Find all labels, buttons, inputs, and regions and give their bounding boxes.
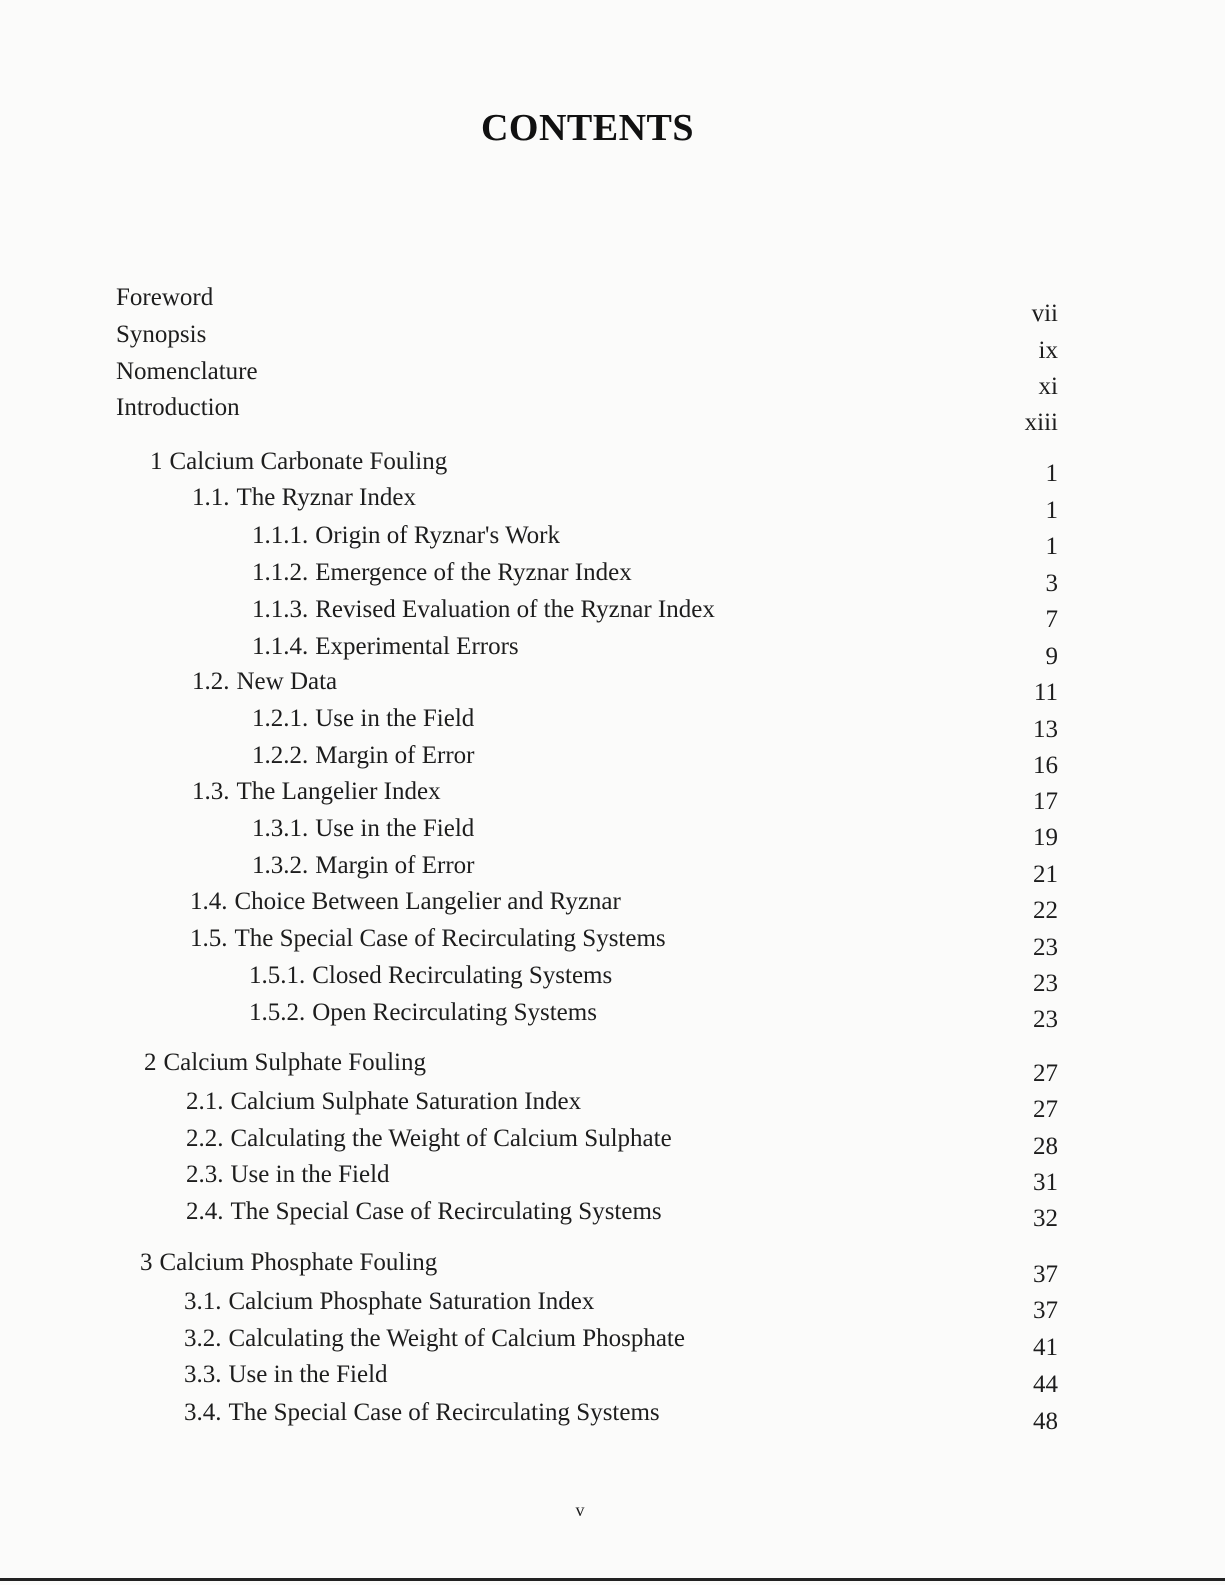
toc-subsection xyxy=(252,596,715,624)
toc-entry-title: Use in the Field xyxy=(230,1161,390,1188)
toc-page-number: 31 xyxy=(1033,1169,1058,1196)
toc-page-number: 1 xyxy=(1045,497,1058,524)
bottom-edge-line xyxy=(0,1578,1225,1581)
toc-entry-number: 1.1.2. xyxy=(252,559,309,586)
toc-page-number: 1 xyxy=(1045,533,1058,560)
toc-page-number: 22 xyxy=(1033,897,1058,924)
toc-entry-title: Introduction xyxy=(116,394,240,421)
toc-page-number: 27 xyxy=(1033,1060,1058,1087)
toc-chapter xyxy=(140,1249,437,1277)
toc-entry-title: Revised Evaluation of the Ryznar Index xyxy=(315,596,715,623)
toc-page-number: 44 xyxy=(1033,1371,1058,1398)
toc-entry-number: 1.3. xyxy=(192,778,230,805)
toc-page-number: 11 xyxy=(1033,679,1058,706)
toc-entry-number: 1.4. xyxy=(190,888,228,915)
toc-entry-number: 1.1.1. xyxy=(252,522,309,549)
toc-entry-number: 1.1.4. xyxy=(252,633,309,660)
toc-entry-number: 2.4. xyxy=(186,1198,224,1225)
toc-subsection xyxy=(249,962,612,990)
toc-section xyxy=(186,1125,672,1153)
toc-subsection xyxy=(252,522,560,550)
toc-entry-number: 2.3. xyxy=(186,1161,224,1188)
toc-section xyxy=(190,925,666,953)
toc-page-number: 17 xyxy=(1033,788,1058,815)
toc-entry-number: 1.5.1. xyxy=(249,962,306,989)
toc-entry-number: 3.2. xyxy=(184,1325,222,1352)
toc-entry-title: The Special Case of Recirculating Systems xyxy=(228,1399,660,1426)
toc-entry-title: Synopsis xyxy=(116,321,207,348)
toc-entry-title: Use in the Field xyxy=(315,815,475,842)
toc-subsection xyxy=(252,559,632,587)
toc-entry-number: 1 xyxy=(150,448,163,475)
toc-page-number: 27 xyxy=(1033,1096,1058,1123)
toc-page-number: ix xyxy=(1038,337,1058,364)
toc-entry-title: The Special Case of Recirculating Systems xyxy=(230,1198,662,1225)
toc-entry-nomenclature xyxy=(116,358,258,386)
toc-page-number: 16 xyxy=(1033,752,1058,779)
toc-page-number: 21 xyxy=(1033,861,1058,888)
toc-section xyxy=(184,1399,660,1427)
toc-entry-title: Calculating the Weight of Calcium Sulphate xyxy=(230,1125,672,1152)
toc-entry-title: Use in the Field xyxy=(228,1361,388,1388)
toc-page-number: 37 xyxy=(1033,1261,1058,1288)
toc-page-number: xiii xyxy=(1024,409,1058,436)
toc-subsection xyxy=(252,633,519,661)
toc-section xyxy=(192,778,441,806)
toc-entry-title: Origin of Ryznar's Work xyxy=(315,522,560,549)
toc-entry-title: Calcium Sulphate Saturation Index xyxy=(230,1088,582,1115)
toc-entry-title: Use in the Field xyxy=(315,705,475,732)
toc-entry-foreword xyxy=(116,284,213,312)
toc-section xyxy=(186,1161,390,1189)
toc-page-number: vii xyxy=(1031,300,1058,327)
toc-entry-number: 2.1. xyxy=(186,1088,224,1115)
toc-entry-title: Experimental Errors xyxy=(315,633,519,660)
toc-subsection xyxy=(252,742,474,770)
toc-entry-number: 2 xyxy=(144,1049,157,1076)
toc-section xyxy=(192,484,416,512)
toc-entry-title: Emergence of the Ryznar Index xyxy=(315,559,632,586)
toc-page-number: 23 xyxy=(1033,970,1058,997)
toc-page-number: 41 xyxy=(1033,1334,1058,1361)
toc-entry-synopsis xyxy=(116,321,206,349)
toc-section xyxy=(190,888,621,916)
toc-entry-title: New Data xyxy=(236,668,338,695)
toc-page-number: 3 xyxy=(1045,570,1058,597)
toc-page-number: 28 xyxy=(1033,1133,1058,1160)
toc-page-number: 37 xyxy=(1033,1297,1058,1324)
toc-chapter xyxy=(150,448,447,476)
page-folio: v xyxy=(575,1500,585,1520)
toc-entry-number: 2.2. xyxy=(186,1125,224,1152)
toc-entry-title: Margin of Error xyxy=(315,852,475,879)
toc-entry-number: 1.5. xyxy=(190,925,228,952)
toc-entry-title: Calcium Carbonate Fouling xyxy=(169,448,448,475)
toc-section xyxy=(192,668,337,696)
toc-entry-title: Calcium Phosphate Fouling xyxy=(159,1249,438,1276)
toc-entry-number: 1.5.2. xyxy=(249,999,306,1026)
toc-page-number: 32 xyxy=(1033,1205,1058,1232)
toc-section xyxy=(184,1361,388,1389)
toc-entry-title: Calculating the Weight of Calcium Phosphate xyxy=(228,1325,685,1352)
toc-entry-title: The Ryznar Index xyxy=(236,484,416,511)
toc-entry-number: 1.2.1. xyxy=(252,705,309,732)
toc-entry-number: 1.3.2. xyxy=(252,852,309,879)
toc-subsection xyxy=(249,999,597,1027)
toc-section xyxy=(186,1088,581,1116)
toc-entry-introduction xyxy=(116,394,240,422)
toc-entry-number: 3.1. xyxy=(184,1288,222,1315)
toc-page-number: 9 xyxy=(1045,643,1058,670)
toc-entry-title: Nomenclature xyxy=(116,358,258,385)
toc-section xyxy=(184,1288,594,1316)
toc-subsection xyxy=(252,852,474,880)
toc-entry-title: Calcium Sulphate Fouling xyxy=(163,1049,426,1076)
toc-entry-number: 1.1. xyxy=(192,484,230,511)
toc-subsection xyxy=(252,705,474,733)
toc-page-number: xi xyxy=(1038,373,1058,400)
toc-page-number: 1 xyxy=(1045,460,1058,487)
toc-page-number: 7 xyxy=(1045,606,1058,633)
toc-entry-title: The Special Case of Recirculating Systems xyxy=(234,925,666,952)
toc-page-number: 23 xyxy=(1033,1006,1058,1033)
toc-entry-title: The Langelier Index xyxy=(236,778,441,805)
toc-subsection xyxy=(252,815,474,843)
page-title: CONTENTS xyxy=(480,107,695,149)
toc-entry-title: Open Recirculating Systems xyxy=(312,999,597,1026)
toc-entry-title: Closed Recirculating Systems xyxy=(312,962,613,989)
toc-page-number: 13 xyxy=(1033,716,1058,743)
toc-entry-number: 3 xyxy=(140,1249,153,1276)
toc-entry-number: 1.2. xyxy=(192,668,230,695)
toc-page-number: 48 xyxy=(1033,1408,1058,1435)
toc-entry-title: Foreword xyxy=(116,284,214,311)
toc-page-number: 19 xyxy=(1033,824,1058,851)
toc-entry-title: Margin of Error xyxy=(315,742,475,769)
toc-entry-number: 3.4. xyxy=(184,1399,222,1426)
toc-entry-title: Calcium Phosphate Saturation Index xyxy=(228,1288,595,1315)
toc-entry-number: 1.2.2. xyxy=(252,742,309,769)
toc-entry-number: 3.3. xyxy=(184,1361,222,1388)
toc-page-number: 23 xyxy=(1033,934,1058,961)
toc-entry-number: 1.3.1. xyxy=(252,815,309,842)
toc-entry-number: 1.1.3. xyxy=(252,596,309,623)
toc-entry-title: Choice Between Langelier and Ryznar xyxy=(234,888,621,915)
toc-chapter xyxy=(144,1049,426,1077)
toc-section xyxy=(186,1198,662,1226)
toc-section xyxy=(184,1325,685,1353)
